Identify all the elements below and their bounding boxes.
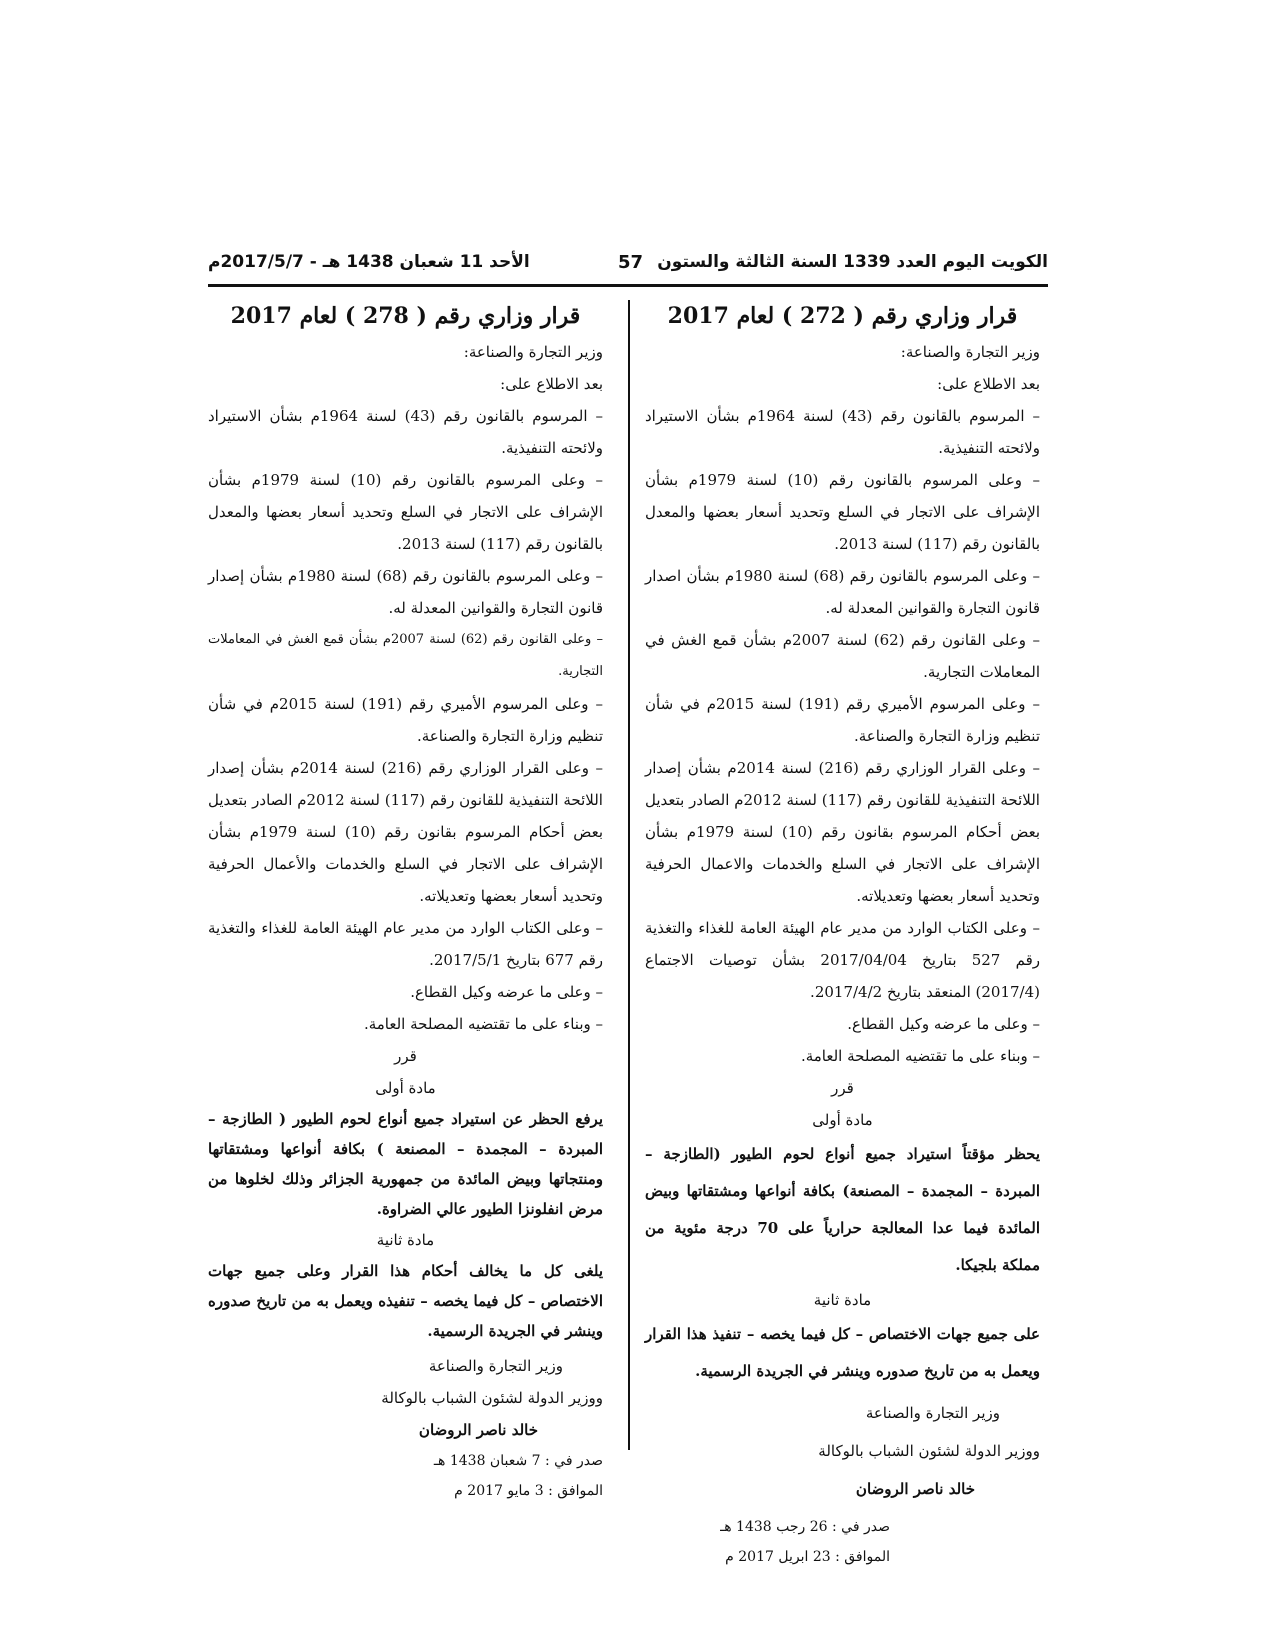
header-gazette-issue: الكويت اليوم العدد 1339 السنة الثالثة والستون bbox=[657, 252, 1048, 272]
article-2-heading: مادة ثانية bbox=[813, 1291, 872, 1309]
decree-title: قرار وزاري رقم ( 278 ) لعام 2017 bbox=[230, 303, 581, 329]
column-divider bbox=[628, 300, 630, 1450]
article-1-text: يحظر مؤقتاً استيراد جميع أنواع لحوم الطيور (الطازجة – المبردة – المجمدة – المصنعة) بكافة أنواعها ومشتقاتها وبيض المائدة فيما عدا المعالجة حرارياً على 70 درجة مئوية من مملكة بلجيكا. bbox=[645, 1145, 1040, 1274]
preamble-item: – وعلى القانون رقم (62) لسنة 2007م بشأن قمع الغش في المعاملات التجارية. bbox=[645, 631, 1040, 681]
article-1-heading: مادة أولى bbox=[812, 1111, 873, 1129]
issued-date-hijri: صدر في : 7 شعبان 1438 هـ bbox=[433, 1453, 603, 1469]
decree-title: قرار وزاري رقم ( 272 ) لعام 2017 bbox=[667, 303, 1018, 329]
signature-title-2: ووزير الدولة لشئون الشباب بالوكالة bbox=[818, 1442, 1040, 1460]
signature-title-2: ووزير الدولة لشئون الشباب بالوكالة bbox=[381, 1389, 603, 1407]
after-review-line: بعد الاطلاع على: bbox=[937, 375, 1040, 393]
decided-heading: قرر bbox=[831, 1079, 854, 1097]
article-1-text: يرفع الحظر عن استيراد جميع أنواع لحوم الطيور ( الطازجة – المبردة – المجمدة – المصنعة ) بكافة أنواعها ومشتقاتها ومنتجاتها وبيض المائدة من جمهورية الجزائر وذلك لخلوها من مرض انفلونزا الطيور عالي الضراوة. bbox=[208, 1110, 603, 1218]
decree-272 bbox=[645, 298, 1040, 1572]
page-header bbox=[208, 252, 1048, 287]
preamble-item: – المرسوم بالقانون رقم (43) لسنة 1964م بشأن الاستيراد ولائحته التنفيذية. bbox=[645, 407, 1040, 457]
preamble-item: – وبناء على ما تقتضيه المصلحة العامة. bbox=[363, 1015, 603, 1033]
minister-line: وزير التجارة والصناعة: bbox=[463, 343, 603, 361]
preamble-item: – وعلى المرسوم بالقانون رقم (68) لسنة 1980م بشأن اصدار قانون التجارة والقوانين المعدلة له. bbox=[645, 567, 1040, 617]
page-number: 57 bbox=[618, 252, 644, 273]
signature-title: وزير التجارة والصناعة bbox=[428, 1357, 563, 1375]
preamble-item: – وعلى المرسوم بالقانون رقم (10) لسنة 1979م بشأن الإشراف على الاتجار في السلع وتحديد أسعار بعضها والمعدل بالقانون رقم (117) لسنة 2013. bbox=[645, 471, 1040, 553]
after-review-line: بعد الاطلاع على: bbox=[500, 375, 603, 393]
signature-title: وزير التجارة والصناعة bbox=[865, 1404, 1000, 1422]
issued-date-gregorian: الموافق : 3 مايو 2017 م bbox=[454, 1483, 603, 1499]
preamble-item: – وعلى ما عرضه وكيل القطاع. bbox=[410, 983, 603, 1001]
issued-date-gregorian: الموافق : 23 ابريل 2017 م bbox=[725, 1549, 890, 1565]
preamble-item: – وعلى المرسوم بالقانون رقم (68) لسنة 1980م بشأن إصدار قانون التجارة والقوانين المعدلة له. bbox=[208, 567, 603, 617]
preamble-item: – وعلى المرسوم الأميري رقم (191) لسنة 2015م في شأن تنظيم وزارة التجارة والصناعة. bbox=[645, 695, 1041, 745]
header-date: الأحد 11 شعبان 1438 هـ - 2017/5/7م bbox=[208, 252, 530, 272]
minister-line: وزير التجارة والصناعة: bbox=[900, 343, 1040, 361]
decided-heading: قرر bbox=[394, 1047, 417, 1065]
preamble-item: – وعلى المرسوم الأميري رقم (191) لسنة 2015م في شأن تنظيم وزارة التجارة والصناعة. bbox=[208, 695, 604, 745]
preamble-item: – وعلى القانون رقم (62) لسنة 2007م بشأن قمع الغش في المعاملات التجارية. bbox=[208, 632, 603, 679]
preamble-item: – وعلى القرار الوزاري رقم (216) لسنة 2014م بشأن إصدار اللائحة التنفيذية للقانون رقم (117) لسنة 2012م الصادر بتعديل بعض أحكام المرسوم بقانون رقم (10) لسنة 1979م بشأن الإشراف على الاتجار في السلع والخدمات والأعمال الحرفية وتحديد أسعار بعضها وتعديلاته. bbox=[208, 759, 603, 905]
preamble-item: – وعلى ما عرضه وكيل القطاع. bbox=[847, 1015, 1040, 1033]
issued-date-hijri: صدر في : 26 رجب 1438 هـ bbox=[720, 1519, 890, 1535]
preamble-item: – وعلى المرسوم بالقانون رقم (10) لسنة 1979م بشأن الإشراف على الاتجار في السلع وتحديد أسعار بعضها والمعدل بالقانون رقم (117) لسنة 2013. bbox=[208, 471, 603, 553]
article-1-heading: مادة أولى bbox=[375, 1079, 436, 1097]
preamble-item: – وبناء على ما تقتضيه المصلحة العامة. bbox=[800, 1047, 1040, 1065]
article-2-text: على جميع جهات الاختصاص – كل فيما يخصه – تنفيذ هذا القرار ويعمل به من تاريخ صدوره وينشر في الجريدة الرسمية. bbox=[645, 1325, 1040, 1380]
decree-278 bbox=[208, 298, 603, 1506]
signatory-name: خالد ناصر الروضان bbox=[855, 1480, 975, 1498]
preamble-item: – وعلى القرار الوزاري رقم (216) لسنة 2014م بشأن إصدار اللائحة التنفيذية للقانون رقم (117) لسنة 2012م الصادر بتعديل بعض أحكام المرسوم بقانون رقم (10) لسنة 1979م بشأن الإشراف على الاتجار في السلع والخدمات والاعمال الحرفية وتحديد أسعار بعضها وتعديلاته. bbox=[645, 759, 1040, 905]
signatory-name: خالد ناصر الروضان bbox=[418, 1421, 538, 1439]
preamble-item: – وعلى الكتاب الوارد من مدير عام الهيئة العامة للغذاء والتغذية رقم 677 بتاريخ 2017/5/1. bbox=[208, 919, 603, 969]
preamble-item: – المرسوم بالقانون رقم (43) لسنة 1964م بشأن الاستيراد ولائحته التنفيذية. bbox=[208, 407, 603, 457]
preamble-item: – وعلى الكتاب الوارد من مدير عام الهيئة العامة للغذاء والتغذية رقم 527 بتاريخ 2017/04/04 بشأن توصيات الاجتماع (2017/4) المنعقد بتاريخ 2017/4/2. bbox=[645, 919, 1040, 1001]
article-2-heading: مادة ثانية bbox=[376, 1231, 435, 1249]
article-2-text: يلغى كل ما يخالف أحكام هذا القرار وعلى جميع جهات الاختصاص – كل فيما يخصه – تنفيذه ويعمل به من تاريخ صدوره وينشر في الجريدة الرسمية. bbox=[208, 1262, 603, 1340]
